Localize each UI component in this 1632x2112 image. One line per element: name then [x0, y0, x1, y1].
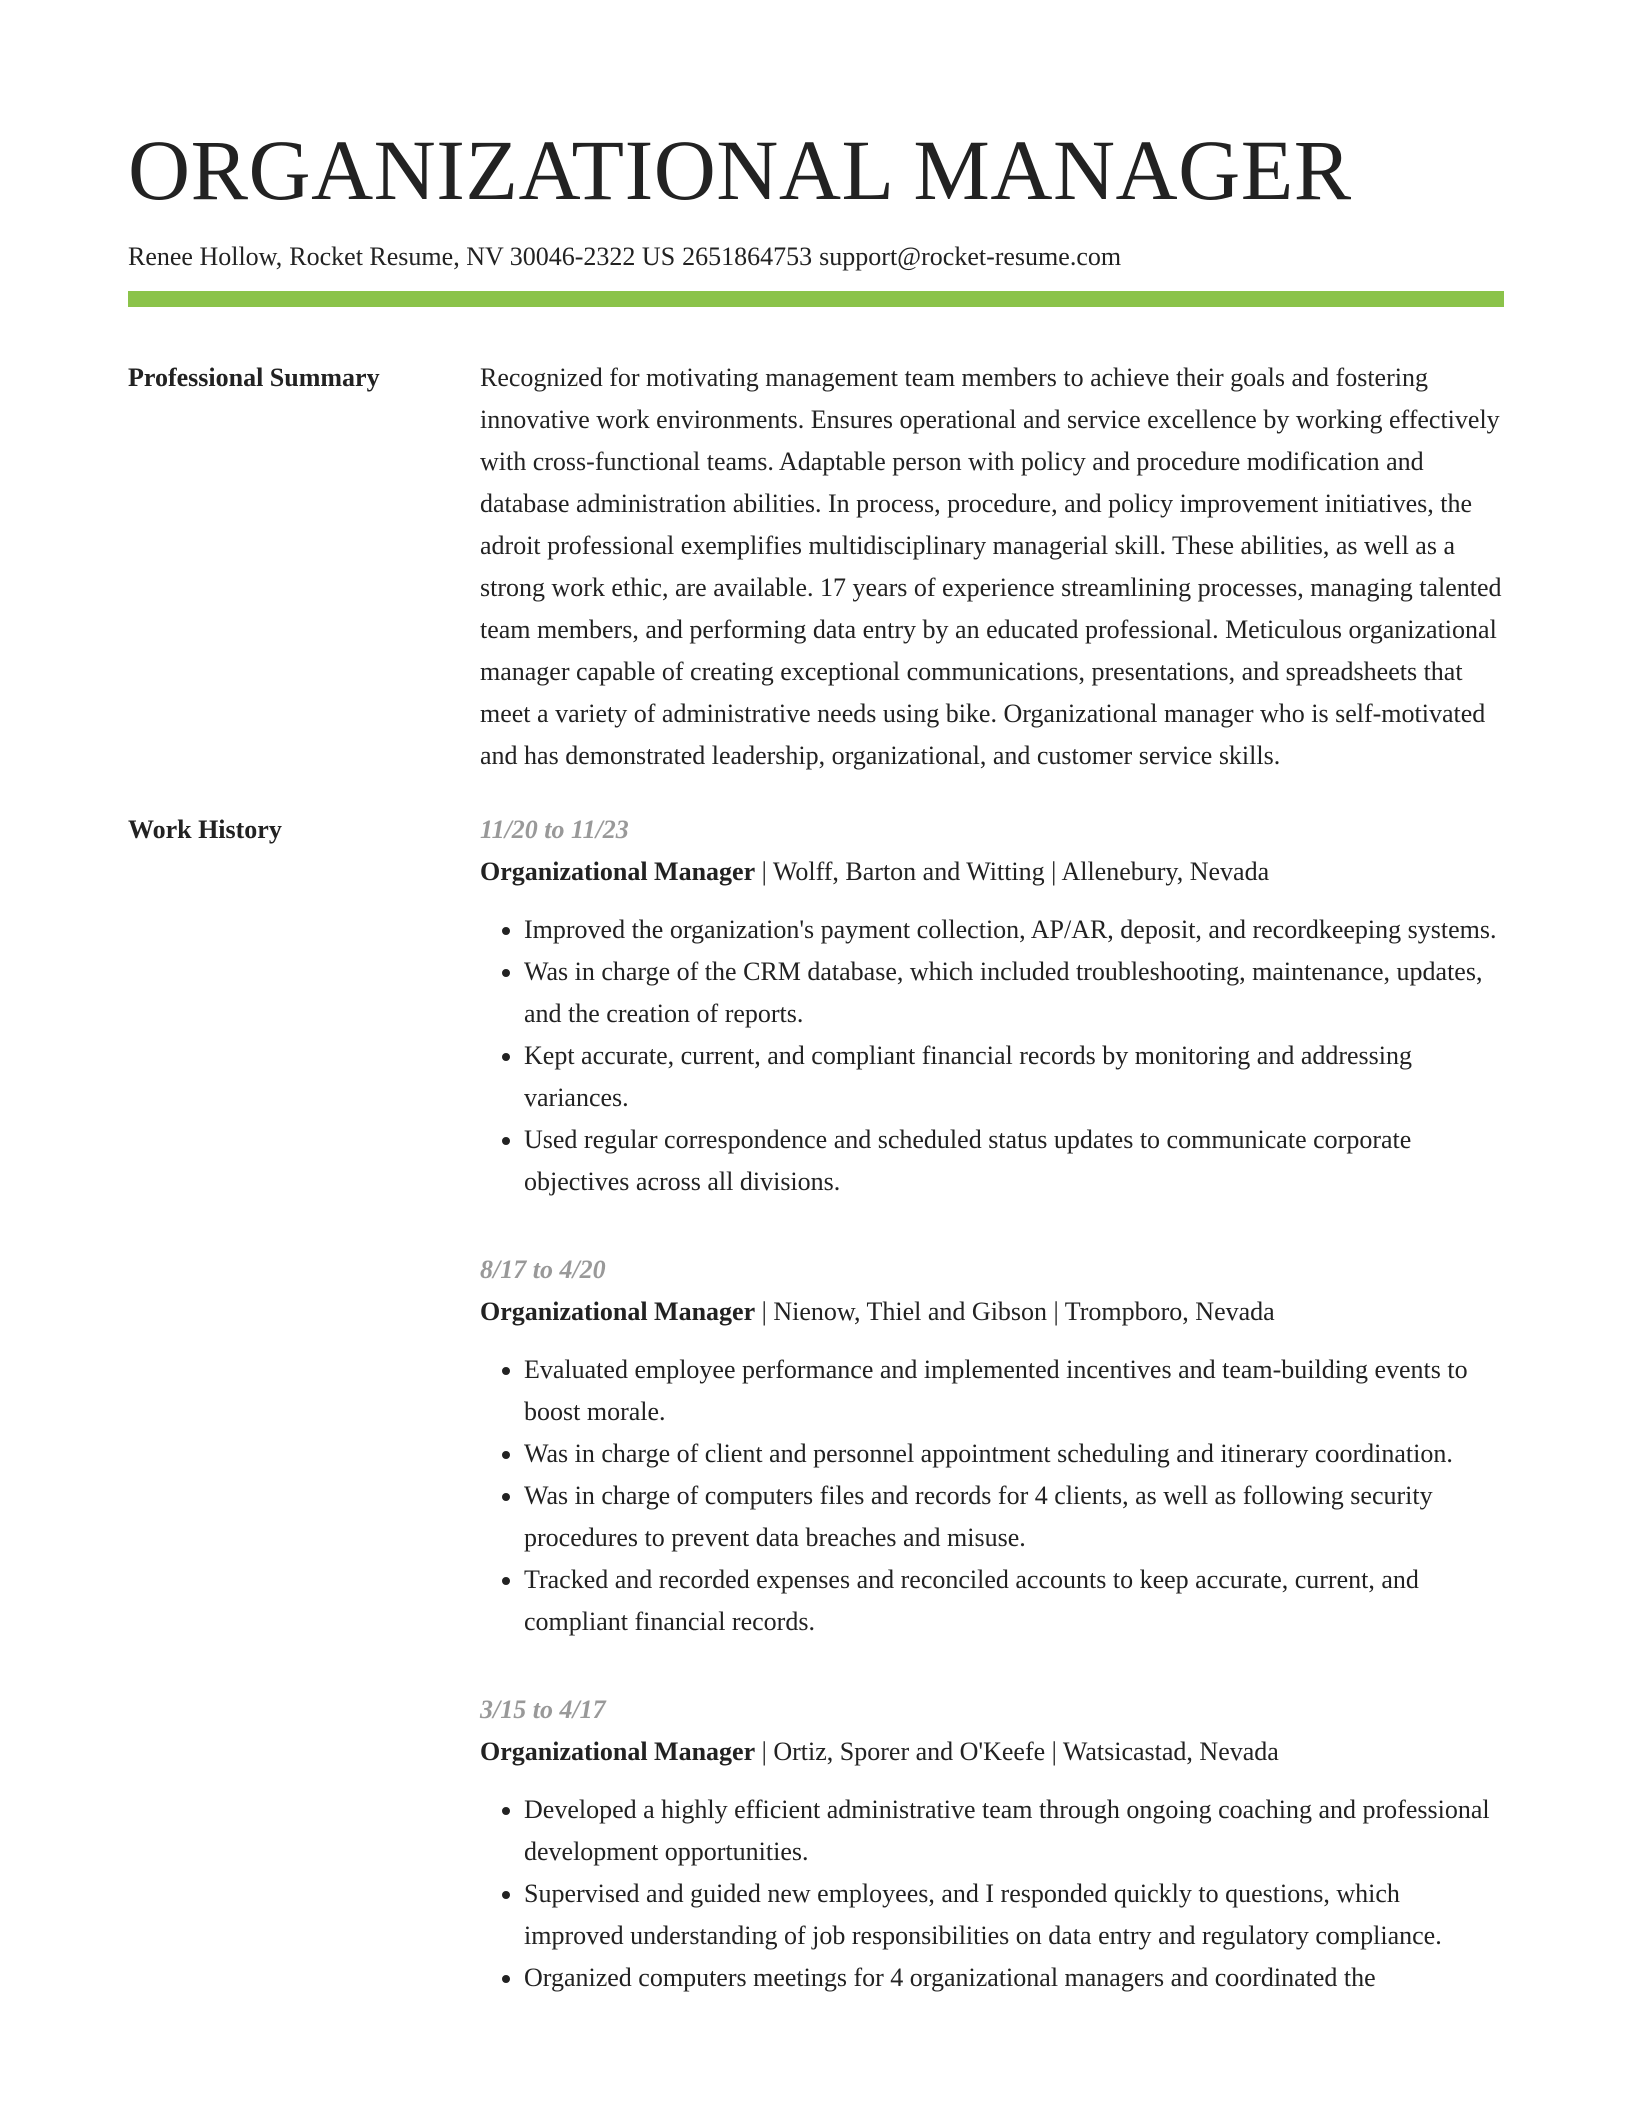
job-separator: |: [755, 1737, 774, 1766]
job-header: [480, 1731, 1504, 1773]
contact-line: [128, 240, 1504, 274]
job-bullet: • Kept accurate, current, and compliant financial records by monitoring and addressing variances.: [524, 1035, 1504, 1119]
section-label-work-history: Work History: [128, 815, 282, 844]
job-bullet-list: [480, 1349, 1504, 1643]
contact-phone: 2651864753: [682, 242, 813, 271]
job-entry: [480, 809, 1504, 1203]
job-bullet: • Was in charge of computers files and records for 4 clients, as well as following security procedures to prevent data breaches and misuse.: [524, 1475, 1504, 1559]
job-location: Trompboro, Nevada: [1064, 1297, 1275, 1326]
job-location: Watsicastad, Nevada: [1062, 1737, 1279, 1766]
job-bullet: • Used regular correspondence and scheduled status updates to communicate corporate objectives across all divisions.: [524, 1119, 1504, 1203]
job-dates: 8/17 to 4/20: [480, 1255, 606, 1284]
contact-email[interactable]: support@rocket-resume.com: [819, 242, 1122, 271]
resume-page: [128, 0, 1504, 2045]
job-entry: [480, 1689, 1504, 1999]
job-separator: |: [1044, 857, 1062, 886]
job-company: Wolff, Barton and Witting: [772, 857, 1045, 886]
job-bullet: • Supervised and guided new employees, and I responded quickly to questions, which improved understanding of job responsibilities on data entry and regulatory compliance.: [524, 1873, 1504, 1957]
job-bullet: • Tracked and recorded expenses and reconciled accounts to keep accurate, current, and compliant financial records.: [524, 1559, 1504, 1643]
job-bullet-list: [480, 909, 1504, 1203]
job-separator: |: [1047, 1297, 1065, 1326]
job-company: Ortiz, Sporer and O'Keefe: [773, 1737, 1046, 1766]
summary-section: [128, 357, 1504, 777]
job-bullet: • Evaluated employee performance and implemented incentives and team-building events to boost morale.: [524, 1349, 1504, 1433]
work-history-body: [480, 809, 1504, 2045]
contact-address: Rocket Resume, NV 30046-2322 US: [289, 242, 676, 271]
job-separator: |: [755, 1297, 774, 1326]
accent-divider: [128, 291, 1504, 307]
job-bullet: • Was in charge of the CRM database, which included troubleshooting, maintenance, updates, and the creation of reports.: [524, 951, 1504, 1035]
work-history-section: [128, 809, 1504, 2045]
job-separator: |: [1045, 1737, 1063, 1766]
job-dates: 3/15 to 4/17: [480, 1695, 606, 1724]
job-title: Organizational Manager: [480, 1737, 756, 1766]
job-entry: [480, 1249, 1504, 1643]
job-separator: |: [755, 857, 773, 886]
resume-title: ORGANIZATIONAL MANAGER: [128, 122, 1352, 218]
summary-text: Recognized for motivating management team members to achieve their goals and fostering innovative work environments. Ensures operational and service excellence by working effectively with cross-functional teams. Adaptable person with policy and procedure modification and database administration abilities. In process, procedure, and policy improvement initiatives, the adroit professional exemplifies multidisciplinary managerial skill. These abilities, as well as a strong work ethic, are available. 17 years of experience streamlining processes, managing talented team members, and performing data entry by an educated professional. Meticulous organizational manager capable of creating exceptional communications, presentations, and spreadsheets that meet a variety of administrative needs using bike. Organizational manager who is self-motivated and has demonstrated leadership, organizational, and customer service skills.: [480, 363, 1502, 770]
section-label-summary: Professional Summary: [128, 363, 380, 392]
job-header: [480, 851, 1504, 893]
contact-name: Renee Hollow,: [128, 242, 283, 271]
job-title: Organizational Manager: [480, 857, 756, 886]
job-bullet: • Organized computers meetings for 4 organizational managers and coordinated the: [524, 1957, 1504, 1999]
job-bullet-list: [480, 1789, 1504, 1999]
job-company: Nienow, Thiel and Gibson: [773, 1297, 1048, 1326]
job-bullet: • Developed a highly efficient administrative team through ongoing coaching and professional development opportunities.: [524, 1789, 1504, 1873]
job-title: Organizational Manager: [480, 1297, 756, 1326]
job-location: Allenebury, Nevada: [1061, 857, 1270, 886]
job-dates: 11/20 to 11/23: [480, 815, 629, 844]
summary-body: [480, 357, 1504, 777]
job-bullet: • Improved the organization's payment collection, AP/AR, deposit, and recordkeeping systems.: [524, 909, 1504, 951]
job-header: [480, 1291, 1504, 1333]
job-bullet: • Was in charge of client and personnel appointment scheduling and itinerary coordination.: [524, 1433, 1504, 1475]
